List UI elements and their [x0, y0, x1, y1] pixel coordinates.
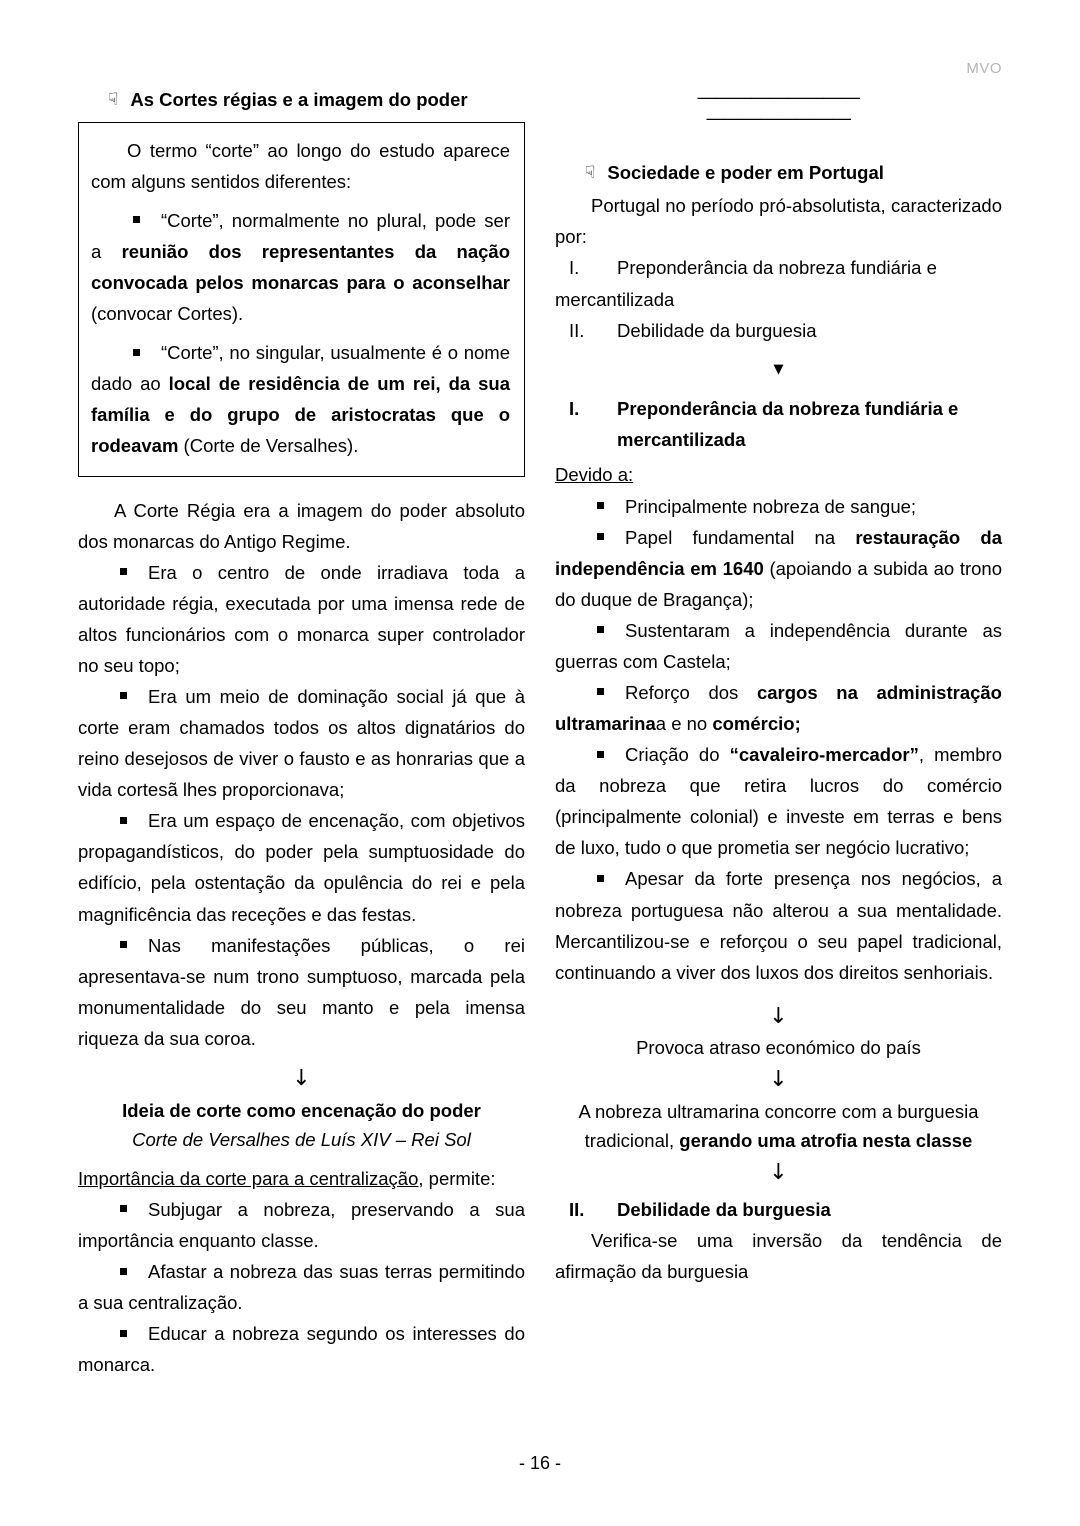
- section-one-numeral: I.: [569, 398, 580, 420]
- down-arrow-icon: ↓: [769, 1003, 788, 1029]
- right-bullet-item: [555, 677, 1002, 739]
- importance-bullet-text: Educar a nobreza segundo os interesses do monarca.: [78, 1323, 525, 1376]
- right-bullet-bold: “cavaleiro-mercador”: [729, 744, 919, 766]
- right-bullet-item: [555, 491, 1002, 522]
- importance-bullet-item: [78, 1318, 525, 1380]
- overview-numeral: II.: [569, 319, 585, 341]
- left-bullet-item: [78, 805, 525, 929]
- square-bullet-icon: [120, 1330, 127, 1337]
- dash-rule-top: —————————: [697, 86, 860, 107]
- header-watermark: MVO: [966, 60, 1002, 77]
- definition-item-lead: “Corte”, normalmente no plural, pode ser a: [91, 209, 510, 262]
- definition-item: [91, 337, 510, 461]
- right-heading-text: Sociedade e poder em Portugal: [607, 161, 884, 183]
- square-bullet-icon: [120, 1268, 127, 1275]
- overview-item: [555, 252, 1002, 314]
- square-bullet-icon: [120, 692, 127, 699]
- left-conclusion-bold: Ideia de corte como encenação do poder: [122, 1099, 481, 1121]
- down-triangle-icon: ▼: [773, 361, 784, 377]
- right-bullet-bold: cargos na administração ultramarina: [555, 681, 1002, 735]
- left-conclusion-italic: Corte de Versalhes de Luís XIV – Rei Sol: [132, 1129, 471, 1151]
- section-one-title-line1: Preponderância da nobreza fundiária e: [617, 398, 959, 420]
- right-bullet-text: Principalmente nobreza de sangue;: [625, 495, 917, 517]
- overview-text: Debilidade da burguesia: [617, 319, 817, 341]
- page-footer: - 16 -: [518, 1453, 561, 1473]
- definition-item-bold: reunião dos representantes da nação convocada pelos monarcas para o aconselhar: [91, 240, 511, 294]
- left-heading-text: As Cortes régias e a imagem do poder: [130, 89, 468, 110]
- left-section-heading: [78, 86, 525, 114]
- square-bullet-icon: [597, 533, 604, 540]
- right-bullet-bold: restauração da independência em 1640: [555, 526, 1002, 579]
- importance-bullet-text: Afastar a nobreza das suas terras permitindo a sua centralização.: [78, 1261, 525, 1314]
- square-bullet-icon: [597, 875, 604, 882]
- right-bullet-tail: (apoiando a subida ao trono do duque de Bragança);: [555, 557, 1003, 610]
- left-column: [78, 86, 525, 1380]
- definition-box: [78, 122, 525, 477]
- down-arrow-icon: ↓: [769, 1159, 788, 1185]
- square-bullet-icon: [120, 817, 127, 824]
- left-bullet-text: Era o centro de onde irradiava toda a autoridade régia, executada por uma imensa rede de altos funcionários com o monarca super controlador no seu topo;: [78, 561, 525, 676]
- right-section-heading: [555, 159, 1002, 187]
- definition-item-bold: local de residência de um rei, da sua família e do grupo de aristocratas que o rodeavam: [91, 373, 511, 457]
- two-column-body: [78, 86, 1002, 1380]
- definition-item: [91, 205, 510, 329]
- consequence-two-bold: gerando uma atrofia nesta classe: [679, 1130, 973, 1152]
- square-bullet-icon: [597, 688, 604, 695]
- section-two-numeral: II.: [569, 1198, 585, 1220]
- right-bullet-item: [555, 615, 1002, 677]
- dash-rule-bottom: ————————: [706, 107, 851, 129]
- left-bullet-text: Nas manifestações públicas, o rei apresentava-se num trono sumptuoso, marcada pela monumentalidade do seu manto e pela imensa riqueza da sua coroa.: [78, 934, 525, 1049]
- importance-paragraph: [78, 1163, 525, 1194]
- square-bullet-icon: [597, 626, 604, 633]
- importance-bullet-text: Subjugar a nobreza, preservando a sua importância enquanto classe.: [78, 1198, 525, 1251]
- importance-rest: permite:: [428, 1167, 496, 1189]
- section-one-title-line2: mercantilizada: [617, 429, 746, 451]
- left-bullet-item: [78, 557, 525, 681]
- left-bullet-text: Era um meio de dominação social já que à corte eram chamados todos os altos dignatários do reino desejosos de viver o fausto e as honrarias que a vida cortesã lhes proporcionava;: [78, 686, 525, 801]
- down-arrow-icon: ↓: [769, 1067, 788, 1093]
- section-two-title-text: Debilidade da burguesia: [617, 1198, 831, 1220]
- right-bullet-lead: Reforço dos: [625, 681, 757, 703]
- left-bullet-item: [78, 930, 525, 1054]
- square-bullet-icon: [597, 502, 604, 509]
- right-bullet-item: [555, 522, 1002, 615]
- overview-text: Preponderância da nobreza fundiária e mercantilizada: [555, 257, 937, 310]
- square-bullet-icon: [133, 349, 140, 356]
- square-bullet-icon: [120, 1205, 127, 1212]
- right-intro-paragraph: Portugal no período pró-absolutista, caracterizado por:: [555, 195, 1002, 248]
- definition-intro: O termo “corte” ao longo do estudo aparece com alguns sentidos diferentes:: [91, 139, 510, 192]
- importance-bullet-item: [78, 1256, 525, 1318]
- right-bullet-item: [555, 739, 1002, 863]
- right-bullet-lead: Criação do: [625, 744, 730, 766]
- section-two-title: [555, 1194, 1002, 1225]
- definition-item-tail: (convocar Cortes).: [91, 303, 244, 325]
- right-bullet-item: [555, 863, 1002, 987]
- left-bullet-text: Era um espaço de encenação, com objetivos propagandísticos, do poder pela sumptuosidade do edifício, pela ostentação da opulência do rei e pela magnificência das receções e das festas.: [78, 810, 525, 925]
- consequence-one: Provoca atraso económico do país: [636, 1037, 921, 1059]
- section-one-title: [555, 393, 1002, 455]
- section-one-lead-underlined: Devido a:: [555, 464, 634, 486]
- definition-item-lead: “Corte”, no singular, usualmente é o nome dado ao: [91, 342, 510, 395]
- pointing-hand-icon: ☟: [585, 162, 596, 183]
- square-bullet-icon: [597, 751, 604, 758]
- importance-underlined: Importância da corte para a centralização,: [78, 1167, 424, 1189]
- section-one-lead: [555, 459, 1002, 490]
- left-intro-paragraph: A Corte Régia era a imagem do poder absoluto dos monarcas do Antigo Regime.: [78, 499, 525, 552]
- left-bullet-item: [78, 681, 525, 805]
- right-column: [555, 86, 1002, 1287]
- overview-item: [555, 315, 1002, 346]
- right-bullet-tail: , membro da nobreza que retira lucros do comércio (principalmente colonial) e investe em terras e bens de luxo, tudo o que prometia ser negócio lucrativo;: [555, 744, 1002, 859]
- importance-bullet-item: [78, 1194, 525, 1256]
- square-bullet-icon: [120, 568, 127, 575]
- definition-item-tail: (Corte de Versalhes).: [178, 435, 359, 457]
- section-two-body: Verifica-se uma inversão da tendência de afirmação da burguesia: [555, 1229, 1002, 1282]
- right-bullet-text: Sustentaram a independência durante as guerras com Castela;: [555, 619, 1002, 672]
- right-bullet-text: Apesar da forte presença nos negócios, a nobreza portuguesa não alterou a sua mentalidade. Mercantilizou-se e reforçou o seu papel tradicional, continuando a viver dos luxos dos direitos senhoriais.: [555, 868, 1002, 983]
- right-bullet-mid: a e no: [655, 713, 713, 735]
- square-bullet-icon: [133, 216, 140, 223]
- right-bullet-lead: Papel fundamental na: [625, 526, 856, 548]
- consequence-two: [555, 1097, 1002, 1156]
- down-arrow-icon: ↓: [292, 1065, 311, 1091]
- overview-numeral: I.: [569, 257, 580, 279]
- square-bullet-icon: [120, 941, 127, 948]
- consequence-two-lead: A nobreza ultramarina concorre com a burguesia tradicional,: [578, 1100, 979, 1152]
- pointing-hand-icon: ☟: [108, 90, 119, 110]
- right-bullet-bold-2: comércio;: [712, 713, 801, 735]
